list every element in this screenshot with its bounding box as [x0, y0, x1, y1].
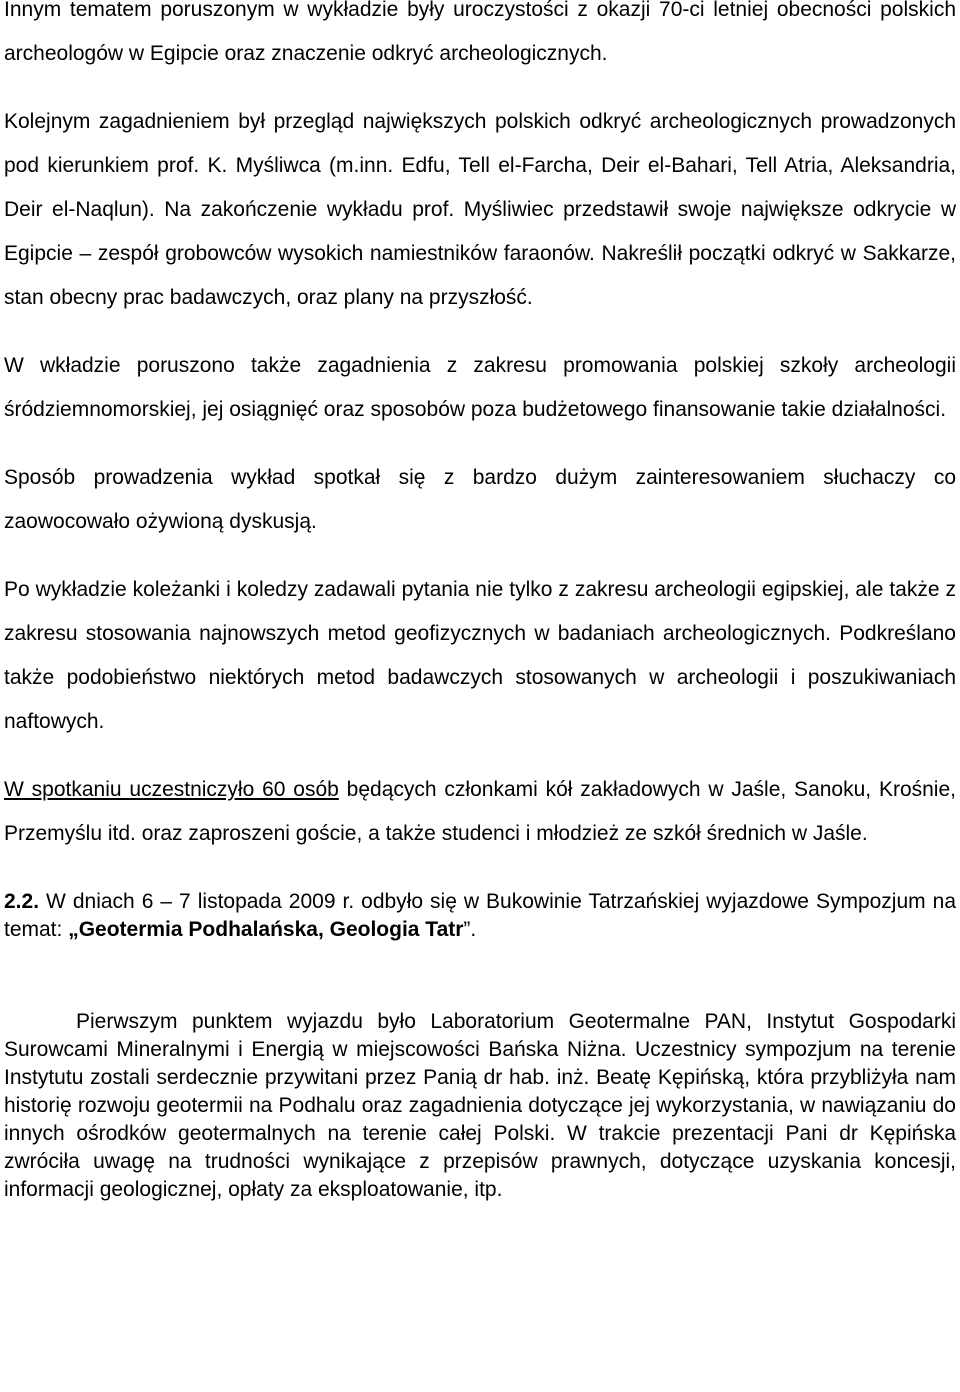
symposium-close-quote: ”.	[463, 918, 477, 941]
paragraph-attendance	[4, 768, 956, 856]
paragraph-reception: Sposób prowadzenia wykład spotkał się z bardzo dużym zainteresowaniem słuchaczy co zaowocowało ożywioną dyskusją.	[4, 466, 956, 533]
symposium-text: W dniach 6 – 7 listopada 2009 r. odbyło się w Bukowinie Tatrzańskiej wyjazdowe Sympozjum na temat:	[4, 890, 956, 941]
symposium-open-quote: „	[68, 918, 79, 941]
paragraph-symposium	[4, 888, 956, 944]
paragraph-laboratory: Pierwszym punktem wyjazdu było Laboratorium Geotermalne PAN, Instytut Gospodarki Surowcami Mineralnymi i Energią w miejscowości Bańska Niżna. Uczestnicy sympozjum na terenie Instytutu zostali serdecznie przywitani przez Panią dr hab. inż. Beatę Kępińską, która przybliżyła nam historię rozwoju geotermii na Podhalu oraz zagadnienia dotyczące jej wykorzystania, w nawiązaniu do innych ośrodków geotermalnych na terenie całej Polski. W trakcie prezentacji Pani dr Kępińska zwróciła uwagę na trudności wynikające z przepisów prawnych, dotyczące uzyskania koncesji, informacji geologicznej, opłaty za eksploatowanie, itp.	[4, 1010, 956, 1201]
symposium-topic: Geotermia Podhalańska, Geologia Tatr	[78, 918, 464, 941]
section-number: 2.2.	[4, 890, 40, 913]
attendance-rest: będących członkami kół zakładowych w Jaśle, Sanoku, Krośnie, Przemyślu itd. oraz zaproszeni goście, a także studenci i młodzież ze szkół średnich w Jaśle.	[4, 778, 956, 845]
attendance-underlined: W spotkaniu uczestniczyło 60 osób	[4, 778, 339, 801]
paragraph-anniversary: Innym tematem poruszonym w wykładzie były uroczystości z okazji 70-ci letniej obecności polskich archeologów w Egipcie oraz znaczenie odkryć archeologicznych.	[4, 0, 956, 65]
paragraph-questions: Po wykładzie koleżanki i koledzy zadawali pytania nie tylko z zakresu archeologii egipskiej, ale także z zakresu stosowania najnowszych metod geofizycznych w badaniach archeologicznych. Podkreślano także podobieństwo niektórych metod badawczych stosowanych w archeologii i poszukiwaniach naftowych.	[4, 578, 956, 733]
paragraph-promotion: W wkładzie poruszono także zagadnienia z zakresu promowania polskiej szkoły archeologii śródziemnomorskiej, jej osiągnięć oraz sposobów poza budżetowego finansowanie takie działalności.	[4, 354, 956, 421]
document-page	[4, 0, 956, 1204]
paragraph-discoveries: Kolejnym zagadnieniem był przegląd największych polskich odkryć archeologicznych prowadzonych pod kierunkiem prof. K. Myśliwca (m.inn. Edfu, Tell el-Farcha, Deir el-Bahari, Tell Atria, Aleksandria, Deir el-Naqlun). Na zakończenie wykładu prof. Myśliwiec przedstawił swoje największe odkrycie w Egipcie – zespół grobowców wysokich namiestników faraonów. Nakreślił początki odkryć w Sakkarze, stan obecny prac badawczych, oraz plany na przyszłość.	[4, 110, 956, 309]
